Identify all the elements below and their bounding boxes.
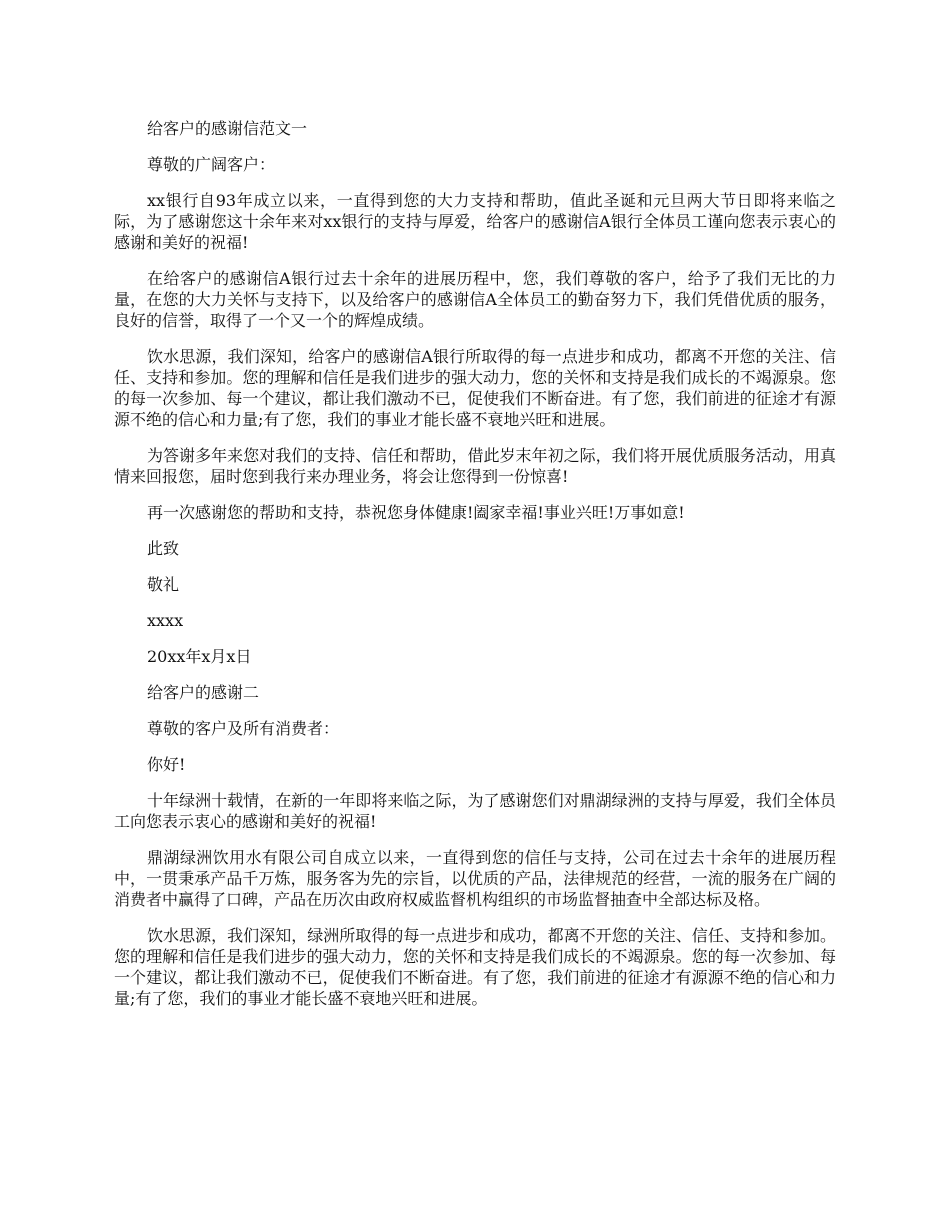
letter1-signature: xxxx (147, 611, 184, 630)
letter1-paragraph-1: xx银行自93年成立以来，一直得到您的大力支持和帮助，值此圣诞和元旦两大节日即将来临之际，为了感谢您这十余年来对xx银行的支持与厚爱，给客户的感谢信A银行全体员工谨向您表示衷心的感谢和美好的祝福! (114, 191, 836, 252)
letter1-closing-2: 敬礼 (147, 575, 180, 594)
letter1-date: 20xx年x月x日 (147, 647, 252, 666)
letter1-closing-1: 此致 (147, 539, 180, 558)
letter1-title: 给客户的感谢信范文一 (147, 119, 308, 138)
letter1-paragraph-2: 在给客户的感谢信A银行过去十余年的进展历程中，您，我们尊敬的客户，给予了我们无比的力量，在您的大力关怀与支持下，以及给客户的感谢信A全体员工的勤奋努力下，我们凭借优质的服务，良好的信誉，取得了一个又一个的辉煌成绩。 (114, 269, 836, 330)
letter1-salutation: 尊敬的广阔客户： (147, 155, 276, 174)
letter1-closing-wish: 再一次感谢您的帮助和支持，恭祝您身体健康!阖家幸福!事业兴旺!万事如意! (147, 503, 685, 522)
letter2-paragraph-1: 十年绿洲十载情，在新的一年即将来临之际，为了感谢您们对鼎湖绿洲的支持与厚爱，我们全体员工向您表示衷心的感谢和美好的祝福! (114, 791, 836, 831)
letter1-paragraph-4: 为答谢多年来您对我们的支持、信任和帮助，借此岁末年初之际，我们将开展优质服务活动，用真情来回报您，届时您到我行来办理业务，将会让您得到一份惊喜! (114, 446, 836, 486)
letter2-salutation: 尊敬的客户及所有消费者： (147, 719, 340, 738)
letter2-greeting: 你好! (147, 755, 186, 774)
document-page (114, 118, 836, 1024)
letter2-title: 给客户的感谢二 (147, 683, 260, 702)
letter2-paragraph-3: 饮水思源，我们深知，绿洲所取得的每一点进步和成功，都离不开您的关注、信任、支持和参加。您的理解和信任是我们进步的强大动力，您的关怀和支持是我们成长的不竭源泉。您的每一次参加、每一个建议，都让我们激动不已，促使我们不断奋进。有了您，我们前进的征途才有源源不绝的信心和力量;有了您，我们的事业才能长盛不衰地兴旺和进展。 (114, 926, 836, 1008)
letter1-paragraph-3: 饮水思源，我们深知，给客户的感谢信A银行所取得的每一点进步和成功，都离不开您的关注、信任、支持和参加。您的理解和信任是我们进步的强大动力，您的关怀和支持是我们成长的不竭源泉。您的每一次参加、每一个建议，都让我们激动不已，促使我们不断奋进。有了您，我们前进的征途才有源源不绝的信心和力量;有了您，我们的事业才能长盛不衰地兴旺和进展。 (114, 347, 836, 429)
letter2-paragraph-2: 鼎湖绿洲饮用水有限公司自成立以来，一直得到您的信任与支持，公司在过去十余年的进展历程中，一贯秉承产品千万炼，服务客为先的宗旨，以优质的产品，法律规范的经营，一流的服务在广阔的消费者中赢得了口碑，产品在历次由政府权威监督机构组织的市场监督抽查中全部达标及格。 (114, 848, 836, 909)
